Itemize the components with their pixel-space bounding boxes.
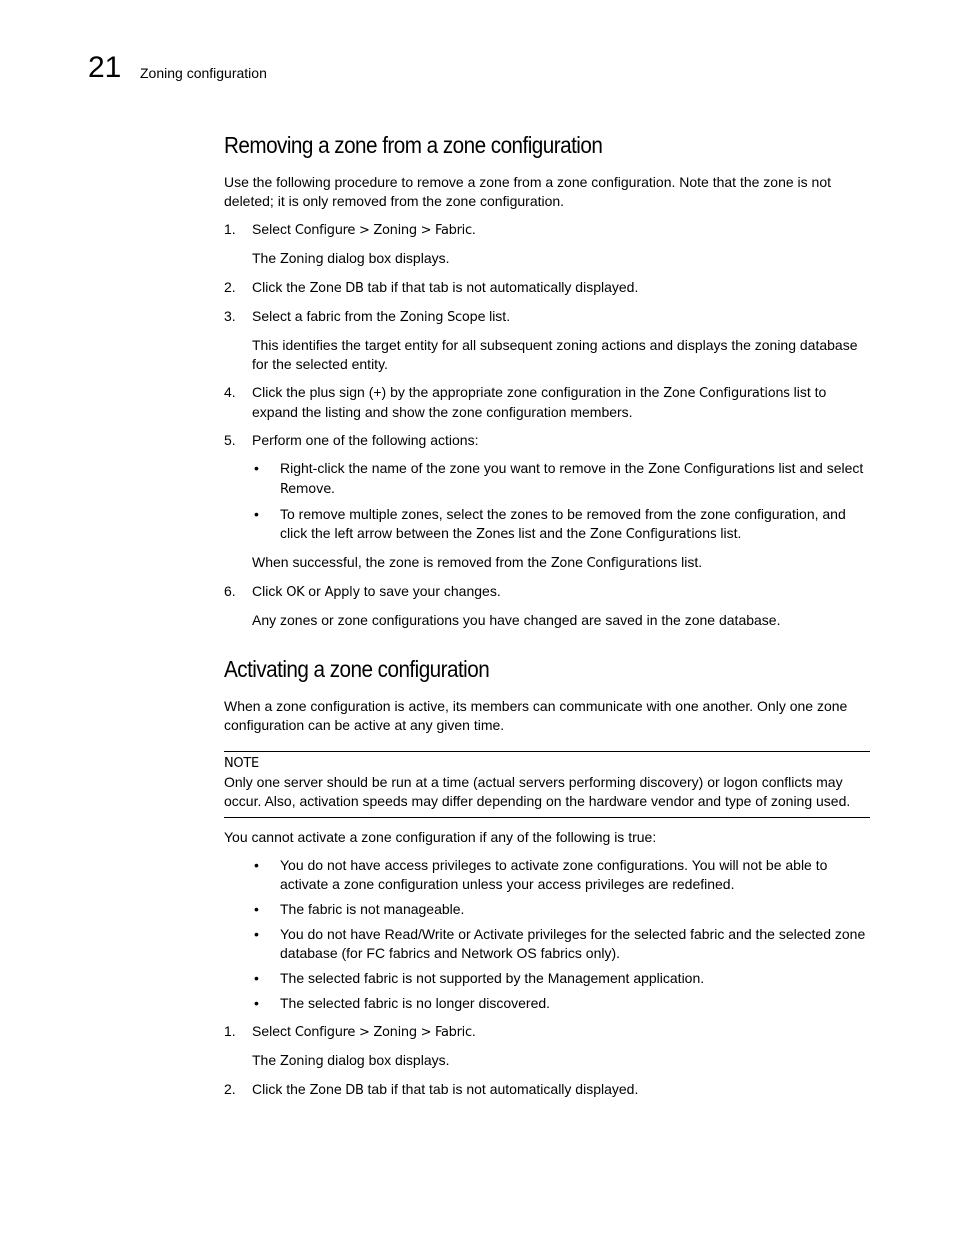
step-3	[224, 307, 870, 327]
step-text: dialog box displays.	[323, 250, 450, 266]
step-number: 2.	[224, 1081, 236, 1097]
step-text: Select	[252, 1023, 295, 1039]
step-text: list.	[677, 554, 703, 570]
ui-term: Zones	[476, 527, 515, 542]
list-item	[224, 900, 870, 919]
step-text: Perform one of the following actions:	[252, 432, 479, 448]
conditions-intro: You cannot activate a zone configuration if any of the following is true:	[224, 829, 657, 845]
note-box	[224, 751, 870, 818]
ui-term: OK	[286, 585, 305, 600]
step-text: Select	[252, 221, 295, 237]
step-number: 6.	[224, 583, 236, 599]
section-intro: When a zone configuration is active, its members can communicate with one another. Only one zone configuration can be active at any given time.	[224, 698, 848, 733]
step-text: list.	[485, 308, 511, 324]
ui-term: Remove	[280, 482, 331, 497]
bullet-text: The selected fabric is no longer discovered.	[280, 995, 551, 1011]
ui-path: Configure > Zoning > Fabric	[294, 1025, 472, 1040]
bullet-text: list and select	[774, 460, 864, 476]
step-number: 2.	[224, 279, 236, 295]
list-item	[224, 505, 870, 544]
ui-term: Zone DB	[309, 281, 364, 296]
step-text: or	[304, 583, 325, 599]
step-text: The	[252, 1052, 281, 1068]
step-result	[224, 553, 870, 573]
bullet-text: You do not have access privileges to activate zone configurations. You will not be able to activate a zone configuration unless your access privileges are redefined.	[280, 857, 828, 892]
note-label: NOTE	[224, 756, 259, 771]
list-item	[224, 994, 870, 1013]
ui-term: Zone DB	[309, 1083, 364, 1098]
note-text: Only one server should be run at a time (actual servers performing discovery) or logon conflicts may occur. Also, activation speeds may differ depending on the hardware vendor and type of zoning used.	[224, 774, 851, 809]
step-number: 5.	[224, 432, 236, 448]
step-text: tab if that tab is not automatically displayed.	[363, 279, 639, 295]
step-text: to save your changes.	[359, 583, 501, 599]
step-text: Click the	[252, 279, 310, 295]
step-result	[224, 1051, 870, 1071]
step-text: The	[252, 250, 281, 266]
chapter-number: 21	[88, 51, 122, 84]
ui-term: Zoning Scope	[399, 310, 486, 325]
ui-term: Zoning	[280, 1054, 324, 1069]
step-text: .	[471, 1023, 476, 1039]
bullet-icon: •	[254, 460, 259, 476]
step-1	[224, 1022, 870, 1042]
step-result: This identifies the target entity for all subsequent zoning actions and displays the zoning database for the selected entity.	[252, 337, 858, 372]
step-number: 4.	[224, 384, 236, 400]
section-heading-activating: Activating a zone configuration	[224, 656, 490, 682]
bullet-text: list.	[716, 525, 742, 541]
ui-term: Zone Configurations	[648, 462, 775, 477]
ui-term: Zone Configurations	[663, 386, 790, 401]
bullet-text: The fabric is not manageable.	[280, 901, 465, 917]
bullet-icon: •	[254, 926, 259, 942]
step-2	[224, 1080, 870, 1100]
bullet-text: list and the	[514, 525, 590, 541]
ui-term: Apply	[324, 585, 360, 600]
bullet-text: .	[330, 480, 335, 496]
step-4	[224, 383, 870, 422]
step-number: 1.	[224, 1023, 236, 1039]
page-content	[224, 130, 870, 1100]
ui-term: Zone Configurations	[550, 556, 678, 571]
chapter-title: Zoning configuration	[140, 65, 267, 81]
step-text: Click the plus sign (+) by the appropriate zone configuration in the	[252, 384, 664, 400]
ui-path: Configure > Zoning > Fabric	[294, 223, 472, 238]
bullet-text: You do not have Read/Write or Activate privileges for the selected fabric and the selected zone database (for FC fabrics and Network OS fabrics only).	[280, 926, 866, 961]
step-text: list to expand the listing and show the zone configuration members.	[252, 384, 827, 420]
list-item	[224, 925, 870, 963]
bullet-text: Right-click the name of the zone you want to remove in the	[280, 460, 649, 476]
step-text: When successful, the zone is removed from the	[252, 554, 551, 570]
ui-term: Zone Configurations	[589, 527, 717, 542]
step-result: Any zones or zone configurations you have changed are saved in the zone database.	[252, 612, 781, 628]
section-intro: Use the following procedure to remove a zone from a zone configuration. Note that the zone is not deleted; it is only removed from the zone configuration.	[224, 174, 832, 209]
list-item	[224, 459, 870, 499]
step-result	[224, 249, 870, 269]
step-number: 1.	[224, 221, 236, 237]
list-item	[224, 969, 870, 988]
step-2	[224, 278, 870, 298]
bullet-text: To remove multiple zones, select the zones to be removed from the zone configuration, and click the left arrow between the	[280, 506, 846, 541]
bullet-text: The selected fabric is not supported by the Management application.	[280, 970, 705, 986]
bullet-icon: •	[254, 857, 259, 873]
step-text: dialog box displays.	[323, 1052, 450, 1068]
step-text: .	[471, 221, 476, 237]
step-text: tab if that tab is not automatically displayed.	[363, 1081, 639, 1097]
step-1	[224, 220, 870, 240]
step-text: Click	[252, 583, 287, 599]
list-item	[224, 856, 870, 894]
section-heading-removing: Removing a zone from a zone configuration	[224, 132, 603, 158]
step-text: Select a fabric from the	[252, 308, 400, 324]
ui-term: Zoning	[280, 252, 324, 267]
bullet-icon: •	[254, 506, 259, 522]
bullet-icon: •	[254, 995, 259, 1011]
bullet-icon: •	[254, 970, 259, 986]
step-number: 3.	[224, 308, 236, 324]
bullet-icon: •	[254, 901, 259, 917]
step-5	[224, 431, 870, 450]
step-text: Click the	[252, 1081, 310, 1097]
step-6	[224, 582, 870, 602]
